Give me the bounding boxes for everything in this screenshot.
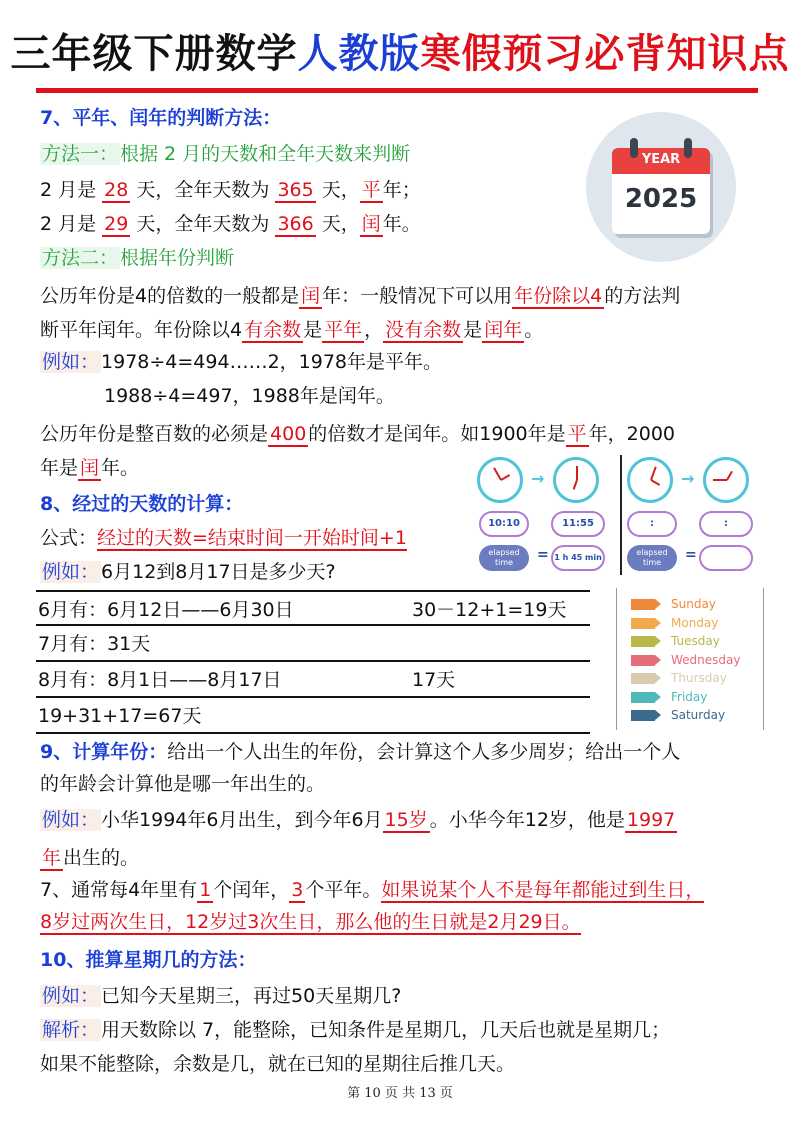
section-9-line-2: 的年龄会计算他是哪一年出生的。 — [40, 773, 326, 795]
equals-sign: = — [685, 547, 697, 563]
answer: 平年 — [324, 319, 363, 341]
calendar-year: 2025 — [624, 184, 698, 214]
birthday-note: 8岁过两次生日，12岁过3次生日，那么他的生日就是2月29日。 — [40, 911, 581, 933]
table-cell: 30－12+1=19天 — [412, 599, 567, 621]
method-2-text: 根据年份判断 — [120, 247, 235, 269]
example-text: 已知今天星期三，再过50天星期几? — [101, 985, 402, 1007]
blank-time-display: : — [627, 511, 677, 537]
end-time-display: 11:55 — [551, 511, 605, 537]
start-time-display: 10:10 — [479, 511, 529, 537]
analysis-line-1 — [40, 1016, 670, 1044]
analysis-label: 解析： — [42, 1019, 100, 1041]
leap-note-line-1 — [40, 876, 704, 904]
answer-15: 15岁 — [384, 809, 428, 831]
weekday-name: Wednesday — [671, 652, 741, 667]
blank-time-display: : — [699, 511, 753, 537]
method-2-line — [40, 244, 234, 272]
calendar-page — [612, 148, 710, 234]
table-cell: 19+31+17=67天 — [38, 705, 202, 727]
table-cell: 6月有：6月12日——6月30日 — [38, 599, 294, 621]
blank-elapsed-value — [699, 545, 753, 571]
text: 2 月是 — [40, 213, 103, 235]
weekday-tag-icon — [631, 618, 655, 629]
answer-28: 28 — [104, 179, 129, 201]
text: 的方法判 — [604, 285, 681, 307]
worksheet-divider — [620, 455, 622, 575]
answer-ping: 平 — [361, 179, 381, 201]
clock-icon — [627, 457, 673, 503]
text: 天，全年天数为 — [130, 213, 276, 235]
weekday-tag-icon — [631, 692, 655, 703]
century-rule-line-1 — [40, 420, 675, 448]
section-9-line-1 — [40, 738, 680, 766]
days-calculation-table — [36, 590, 590, 734]
arrow-right-icon: → — [681, 469, 695, 488]
example-label: 例如： — [42, 351, 100, 373]
clock-icon — [703, 457, 749, 503]
birthday-note: 如果说某个人不是每年都能过到生日， — [381, 879, 705, 901]
weekday-example-line — [40, 982, 401, 1010]
text: 2 月是 — [40, 179, 103, 201]
weekday-tag-icon — [631, 599, 655, 610]
weekday-list — [616, 588, 764, 730]
text: 的倍数才是闰年。如1900年是 — [308, 423, 566, 445]
example-1988: 1988÷4=497，1988年是闰年。 — [104, 385, 395, 407]
century-rule-line-2 — [40, 454, 139, 482]
text: 公历年份是4的倍数的一般都是 — [40, 285, 300, 307]
text: 年； — [382, 179, 421, 201]
table-cell: 7月有：31天 — [38, 633, 151, 655]
page-title — [0, 30, 800, 78]
table-row — [36, 626, 590, 662]
weekday-name: Friday — [671, 689, 708, 704]
text: 是 — [303, 319, 323, 341]
weekday-name: Saturday — [671, 708, 726, 722]
answer: 平 — [567, 423, 587, 445]
answer: 闰 — [80, 457, 100, 479]
answer: 闰年 — [484, 319, 523, 341]
example-label: 例如： — [42, 809, 100, 831]
example-label: 例如： — [42, 561, 100, 583]
elapsed-time-worksheet — [475, 455, 765, 580]
method-1-text: 根据 2 月的天数和全年天数来判断 — [120, 143, 411, 165]
answer: 年 — [42, 847, 62, 869]
answer-run: 闰 — [361, 213, 381, 235]
formula-line — [40, 524, 407, 552]
text: 7、通常每4年里有 — [40, 879, 198, 901]
text: 年，2000 — [588, 423, 676, 445]
weekday-tag-icon — [631, 710, 655, 721]
calendar-icon — [586, 112, 736, 262]
title-part-topic: 寒假预习必背知识点 — [420, 31, 790, 77]
text: 。小华今年12岁，他是 — [429, 809, 625, 831]
rule-paragraph-line-2 — [40, 316, 543, 344]
method-1-line — [40, 140, 410, 168]
method-2-label: 方法二： — [42, 247, 119, 269]
section-9-intro: 给出一个人出生的年份，会计算这个人多少周岁；给出一个人 — [167, 741, 681, 763]
age-example-line-2 — [40, 844, 139, 872]
method-1-label: 方法一： — [42, 143, 119, 165]
text: 个闰年， — [213, 879, 290, 901]
age-example-line-1 — [40, 806, 677, 834]
answer-366: 366 — [277, 213, 314, 235]
table-row — [36, 698, 590, 734]
section-10-heading: 10、推算星期几的方法： — [40, 949, 257, 971]
section-7-heading: 7、平年、闰年的判断方法： — [40, 107, 282, 129]
answer: 3 — [291, 879, 304, 901]
title-part-grade: 三年级下册数学 — [10, 31, 298, 77]
text: 出生的。 — [63, 847, 140, 869]
elapsed-time-label: elapsed time — [627, 545, 677, 571]
answer: 有余数 — [244, 319, 302, 341]
weekday-name: Monday — [671, 615, 719, 630]
section-9-heading: 9、计算年份： — [40, 741, 168, 763]
example-1978: 1978÷4=494……2，1978年是平年。 — [101, 351, 443, 373]
text: 年。 — [101, 457, 140, 479]
weekday-name: Tuesday — [671, 634, 720, 648]
weekday-name: Thursday — [671, 671, 727, 685]
clock-icon — [553, 457, 599, 503]
answer-1997: 1997 — [626, 809, 676, 831]
text: 年：一般情况下可以用 — [322, 285, 513, 307]
elapsed-time-label: elapsed time — [479, 545, 529, 571]
table-cell: 17天 — [412, 669, 456, 691]
feb-29-line — [40, 210, 421, 238]
example-1978-line — [40, 348, 442, 376]
text: 年。 — [382, 213, 421, 235]
answer-400: 400 — [270, 423, 307, 445]
answer: 没有余数 — [385, 319, 462, 341]
table-row — [36, 662, 590, 698]
text: 断平年闰年。年份除以4 — [40, 319, 243, 341]
feb-28-line — [40, 176, 421, 204]
analysis-line-2: 如果不能整除，余数是几，就在已知的星期往后推几天。 — [40, 1053, 516, 1075]
weekday-tag-icon — [631, 636, 655, 647]
arrow-right-icon: → — [531, 469, 545, 488]
answer: 1 — [199, 879, 212, 901]
formula-text: 经过的天数=结束时间一开始时间+1 — [97, 527, 407, 549]
calendar-year-label: YEAR — [641, 152, 681, 167]
analysis-text: 用天数除以 7，能整除，已知条件是星期几，几天后也就是星期几； — [101, 1019, 671, 1041]
section-8-heading: 8、经过的天数的计算： — [40, 493, 244, 515]
calendar-ring — [684, 138, 692, 158]
table-cell: 8月有：8月1日——8月17日 — [38, 669, 282, 691]
text: 天，全年天数为 — [130, 179, 276, 201]
clock-icon — [477, 457, 523, 503]
example-label: 例如： — [42, 985, 100, 1007]
equals-sign: = — [537, 547, 549, 563]
text: 公历年份是整百数的必须是 — [40, 423, 269, 445]
weekday-name: Sunday — [671, 597, 716, 611]
text: 小华1994年6月出生，到今年6月 — [101, 809, 383, 831]
text: 天， — [315, 179, 360, 201]
text: 年是 — [40, 457, 79, 479]
answer: 年份除以4 — [514, 285, 603, 307]
text: 天， — [315, 213, 360, 235]
answer-365: 365 — [277, 179, 314, 201]
title-underline — [36, 88, 758, 93]
answer-29: 29 — [104, 213, 129, 235]
calendar-header — [612, 148, 710, 174]
calendar-ring — [630, 138, 638, 158]
text: 。 — [524, 319, 544, 341]
rule-paragraph-line-1 — [40, 282, 680, 310]
table-row — [36, 590, 590, 626]
formula-label: 公式： — [40, 527, 98, 549]
text: ， — [364, 319, 384, 341]
example-line — [40, 558, 336, 586]
text: 个平年。 — [305, 879, 382, 901]
example-text: 6月12到8月17日是多少天? — [101, 561, 336, 583]
title-part-edition: 人教版 — [297, 31, 421, 77]
weekday-tag-icon — [631, 673, 655, 684]
elapsed-time-value: 1 h 45 min — [551, 545, 605, 571]
leap-note-line-2 — [40, 908, 581, 936]
weekday-tag-icon — [631, 655, 655, 666]
page-number: 第 10 页 共 13 页 — [347, 1086, 453, 1101]
text: 是 — [463, 319, 483, 341]
answer: 闰 — [301, 285, 321, 307]
